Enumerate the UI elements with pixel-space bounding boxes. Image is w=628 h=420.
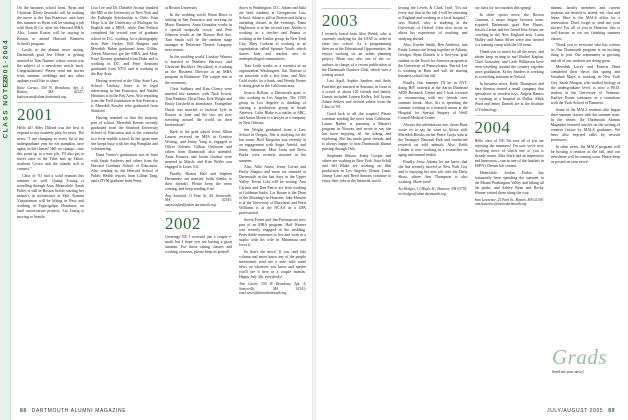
paragraph: Stephanie Mason, Jenny Cooper and others are working in New York. Sara Schiff and Jeff Blake are working on film production in Los Angeles. Danny Lazar, Jimmy Lane and Reed Simons continue to enjoy their jobs in the financial world. [322,153,392,184]
correspondent-signature: Ari Hodges, 12 Maple St., Hanover, NH 03755; ari.hodges@alum.dartmouth.org. [398,187,468,196]
left-page [0,0,312,420]
paragraph: Meanwhile, Jordan Parker has fortunately been spending the summer in the Mount Washington Valley and hiking all the peaks, and Ashley Ryan and Becky Warner visited them along the way. [474,170,544,196]
correspondent-signature: Sam Lawrence, 25 Park St., Boston, MA 02108; sam.lawrence@alum.dartmouth.org. [474,197,544,207]
paragraph: Good luck to all the couples! Please continue sending the news from California. Laurie Barbie is pursuing a Master's program in Norway and wrote to say she has been enjoying all the hiking and exploring. She has made great friends, and is always happy to host Dartmouth alumni passing through Oslo. [322,111,392,152]
paragraph: Also, Kaylee Smith, Ben Andrews, and Emily Lanaro are living together in Atlanta, Georgia. Ryan Daniels is a first-year grad student in the Teach for America program at the University of Pennsylvania. Patrick Lee is working at Bain and will be starting business school this fall. [398,43,468,78]
class-year-heading: 2001 [17,105,53,125]
paragraph: Thank you to everyone who has written in. Our Dartmouth program is an exciting thing to join. Our community is growing and all of our students are doing great. [550,43,620,63]
paragraph: Back to the grad school front, Jillian Lauren received an MFA in Creative Writing, and Jenny Yang is engaged to Oliver Schaen. Gillian Orthwein and others from Dartmouth also attended. Anna Fonseca and Justin Gordon were married in March, and Kim Weller was engaged to Louis Gil. [165,129,232,170]
paragraph: In other sports news, the Boston Cannons, a major league lacrosse team, acquired Dartmouth grad Ken Harris. Jessica Lerner and her friend Erin Evans are coaching in the New England area. Laura Malley and Justin Silver were also invited to a training camp with the US team. [474,12,544,48]
left-column-3 [165,6,232,400]
divider [17,102,84,103]
paragraph: Finally, Jesse Adams let me know that she has recently moved to New York City and is enjoying her new job with the Daily Show, where Ann Thompson is also working. More soon! [398,160,468,185]
paragraph: down in Washington, D.C. Adam and Julia are both students at Georgetown Law School. Adam is still at Boston and Julia is attending classes in the evenings. Dana Hightower is in her second year. Ashley is working as a teacher and Emma is working at the Caitlin group. In New York City, Mary Cochran is working at an organization called Sponsor Youth, which shares kids and teaches arts to underprivileged communities. [239,6,306,61]
paragraph: Hello all! Abby Dillard was the first to respond to my formerly plea for news. The news: "I am changing so every bit of my undergraduate year by eat pumpkin, save again, in the classes! Hill we change—into this point up to a new job. I'll also get to travel once in the Tibet and up Tahoe, northern Cicero and the islands still to connect." [17,126,84,172]
paragraph: In other news, the MALS program will be hosting a reunion in the fall, and our newsletter will be coming soon. Please keep us posted on your news! [550,144,620,165]
paragraph: Class of '01 had a solid reunion this summer as well. Quang Truong is travelling through Asia. Meanwhile, Sarah Fuller is still in Boston before starting her master's in architecture at Yale. Kamini Vijayaraman will be hiking in Peru and working in Tegucigalpa, Honduras, on land conservation projects. Liz Lustig is moving to Seattle. [17,173,84,219]
issue-date: JULY/AUGUST 2005 [547,408,604,414]
class-year-heading: 2002 [165,213,201,233]
magazine-title: DARTMOUTH ALUMNI MAGAZINE [31,408,127,414]
paragraph: our class for two months this spring! [474,6,532,10]
paragraph: Finally, this summer I'll be in NYC doing HIV outreach at the Aaron Diamond AIDS Research Center and I look forward to reconnecting with my friends over summer break. Also, Ari is spending the summer working as a research intern at the Hospital for Special Surgery of Weill Cornell Medical Center. [398,80,468,121]
paragraph: In the wedding world, Brian Bruce is settling in San Francisco and working on Music Business. Anna Gonzalez works in a special nonprofit sector, and Pete Johnson works at the Boston Red Sox. Tara Smith will be the random stage manager at Delaware Theatre Company next season. [165,12,232,53]
grads-heading: Grads [552,345,608,369]
paragraph: Dana Turner's graduation was in June with Sarah Andrews and others from the Harvard Graduate School of Education. Also sending in, the Harvard School of Public Health reports from Lillian Tang, and a DVM graduate from Penn. [91,153,158,183]
paragraph: at Boston University. [165,6,198,10]
paragraph: lowing the Levels & Clark Trail. "It's not every day that in the fall I will be returning to England and working at a local hospital," says Rachel, who is studying at the University of Oxford. John also wrote in about his experience of teaching and studying abroad. [398,6,468,41]
paragraph: Also, Allie Amos, Jenny Cortez and Emily Shapiro and more are reunited at Dartmouth in the last days in the Upper Valley. Kevin Cole will be writing. Ann Carlson and Dan Pierce are both working at Goldman Sachs. Liz Boone is the Dean of the Morning's in Hanover, Jake Manson is at the University of Maryland, and Brett Williams is at the NCAA as a GPA professional. [239,165,306,216]
paragraph: Tom Leith works as a scientist at an organization Washington. Jim Duncan is an associate with a law firm, and Alex Gold works for a bank, and Wendy Frome is doing great in the California area. [239,63,306,88]
page-number: 89 [608,408,615,414]
paragraph: Having reunited so that the majority part of school, Meredith Keener recently graduated from the Stanford University School of Education and is the counselor at a local middle school. In her spare time she keeps busy with her dog Pumpkin and volunteering. [91,116,158,151]
paragraph: Always the adventurous one, Jason Hunt wrote in to say he went to Africa with Meredith Brooks on her Peace Corps stint at the Tarangire National Park and conducted research on wild animals. Also, Keith Linden is now working as a researcher on aging and mental health. [398,122,468,158]
divider [165,211,232,212]
paragraph: In the wedding world, Lindsay Winters is married to Matthew Barrows, and Christine Buchler's (Stricklen) is working as the Business Director at an MBA program in Baltimore. The couple met at the ceremony. [165,55,232,85]
paragraph: So that's the news! If you read this column and never know any of the people mentioned, send me a note with some news on whatever you know and maybe you'll see it here in a couple months. Happy July 4th, everybody! [239,249,306,280]
paragraph: Hello class of '04! I'm sure all of you are enjoying the summers! I'm sure we're now receiving news of which one of you is already aware. Max Stark had an impressive and humorous—run as one of the finalists in ESPN's Dream Job contest. [474,138,544,169]
paragraph: Jessica Rollins, a Dartmouth grad, is also working in Los Angeles. The CNN group in Los Angeles is thinking of starting a production group in South America. Colin Blake is a staffer at ABC, and Aaron Moxie is a lawyer at a company in New Orleans. [239,90,306,126]
paragraph: Jen Wright graduated from a Law School in Oregon. She is studying for the bar exam. Hoff Kingston was recently at an engagement with Angie Arnold, and Jenny Simmons, Matt Liam and Drew Burke were recently married in the summer. [239,127,306,163]
grads-section [552,345,622,395]
paragraph: Stevie Foster and Jim Freeman are now part of an MBA program. Hoff Warner was recently engaged in the wedding. Peter Sable continues to live and work in a studio with his wife in Minnesota and loves it. [239,217,306,248]
paragraph: In business news, Keith Thompson and Sara Stanton started a small company that specializes in wooden toys. Angela Ramos is working at a hospital in Dallas. Mark Ward and Jenny Darnell are at the Institute of Technology. [474,82,544,112]
right-folio [547,408,618,414]
left-columns [17,6,306,400]
grads-paragraph: Send me your news! [552,370,584,374]
side-tab-label: CLASS NOTES [2,75,10,139]
paragraph: alumni, faculty members and current students are invited to attend, eat, chat and listen. Here is the MALS office for a reservation. Don't forget to send me your stories! For all of you in Hanover, this is well-known as we are finishing summer classes. [550,6,620,41]
paragraph: I recently heard from Alex Wendt, who is currently studying for the LSAT in order to enter law school. As a programming director at the Educational Opportunities, he enjoys working on an urban planning project. Brian was also one of the co-authors in charge of a recent publication of the Dartmouth Outdoor Club, which won a writing award. [322,32,392,77]
divider [322,8,391,9]
right-column-2 [398,6,467,400]
paragraph: Thank you so much for all the news, and please keep writing to me! Rachel Kaplan, Chris Gonzalez, and Leah Wilkinson have been traveling around the country together since graduation. Kristy Sanders is working as a teaching assistant at Oxford. [474,49,544,80]
divider [475,115,544,116]
left-column-4 [239,6,306,400]
correspondent-signature: Tom Carter, 350 W. Broadway, Apt. 4, Somerville, MA 02143; tom.carter@alum.dartmouth.org. [239,282,306,296]
paragraph: Meredith Lacey and Francis Hunt completed their thesis this spring and Jonathan Mays is working in New York City. Sarah Morgan, who studied biology at the undergraduate level, is now a Ph.D. student at the University of Vermont. Kaitlyn Evans continues as a consultant with the Tuck School of Business. [550,65,620,105]
paragraph: Greetings '02! I received just a couple e-mails but I hope you are having a great summer. For those taking classes and working overseas, please keep us posted! [165,234,232,254]
paragraph: Chris Sudbury and Kim Clancy were married last summer, with Nick Jowett, Tom Raddatz, Chris Dutz, Erik Wright and Emily Linsfield in attendance. Evangeline Duval was married to Jackson Lyle in Boston in June and the two are now traveling around the world on their honeymoon! [165,87,232,127]
correspondent-signature: Katie Caruso, 500 W. Broadway, Apt. 5, Boston, MA 02127; katiecaruso@alum.dartmouth.org. [17,85,84,99]
correspondent-signature: Amy Swinford, 11 Fake St., #5, Somerville, MA 02143; amyswinford@alum.dartmouth.org. [165,193,232,208]
right-column-3 [475,6,544,400]
paragraph: Lisa Lee and Dr. Danielle Acosta finished the MD at the University of New York and the Fulbright Scholarship to Chile. Kim Hope is at the University of Michigan for English and a MBA, while Dan Pollack completed his second year of graduate school in D.C. working for a photography firm. Ben Gerber, Bill Burgess and Meredith Rabin graduated from Gillies. Alexis Marcucci got her MBA, and Mary Kaye Rooney graduated from Duke and is working in DC, and Peter Ammons graduated from NYU and is working in the Bay Area. [91,6,158,77]
paragraph: Last April, Sophie Sanders and Andy Fairfield got married in Sonoma, in front of a crowd of about 120 friends and family. Guests included Lauren Kelley, Jeff Lyons, Adam Seltzer and several others from the Class of '03. [322,79,392,109]
right-column-1 [322,6,391,400]
paragraph: Lastly, in the alumni news saying, Dartmouth grad Jen Oliver is getting married to Tom Nunner, whose cousin was the subject of a newsletter article back. Congratulations! Please send me stories from summer weddings and any other updates you'd like to share. [17,48,84,83]
paragraph: Having received at the Ohio State Law School, Lindsay Jones is in legal advertising in San Francisco, and Natalie Hawkins is in the Bay Area. Also reporting from the Ford foundation in San Francisco is Meredith Kessler who graduated from Stanford. [91,78,158,114]
right-columns [322,6,620,400]
class-year-heading: 2003 [322,11,358,30]
paragraph: Finally, Bianca Hall and Stephen Hernandez are married (with thanks to their friends). Please keep the news coming, and keep sending it in! [165,171,232,192]
left-folio [17,408,126,414]
side-tab-years: 2001-2004 [2,38,10,84]
right-page [316,0,628,420]
paragraph: Some of the MALS students also began their summer classes with the summer term. In the winter, the Dartmouth Alumni Magazine featured articles on the writing of creative fiction by MALS graduates. We have also enjoyed talks by several professors. [550,107,620,143]
right-column-4 [551,6,620,400]
class-notes-side-tab [0,0,11,420]
page-number: 88 [20,408,27,414]
left-column-2 [91,6,158,400]
paragraph: On the business school front, Ryan and Christine (Dart) Jaworski will be making the move to the San Francisco area later this summer as Ryan will be starting a job with Bain & Co. after his Harvard MBA. Also, Laurie Kosiac will be staying in Boston to attend Harvard Business School's program. [17,6,84,46]
class-year-heading: 2004 [474,117,511,137]
left-column-1 [17,6,84,400]
